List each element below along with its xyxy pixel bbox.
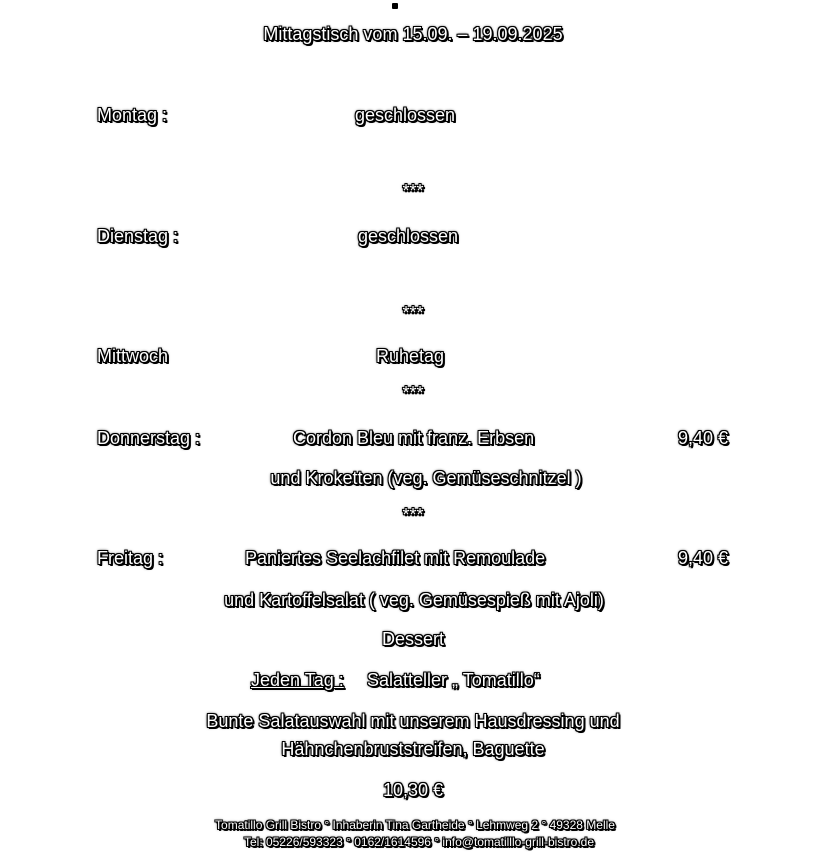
dish-donnerstag: Cordon Bleu mit franz. Erbsen [293,428,535,448]
dish-donnerstag-line2: und Kroketten (veg. Gemüseschnitzel ) [270,468,582,488]
day-label-donnerstag: Donnerstag : [97,428,201,448]
dish-freitag-line2: und Kartoffelsalat ( veg. Gemüsespieß mit Ajoli) [224,590,604,610]
dessert-label: Dessert [381,629,445,649]
separator: *** [402,383,424,403]
day-label-montag: Montag : [97,105,168,125]
separator: *** [402,505,424,525]
separator: *** [402,181,424,201]
price-donnerstag: 9,40 € [677,428,728,448]
day-label-freitag: Freitag : [97,548,164,568]
daily-price: 10,30 € [382,780,444,800]
day-label-dienstag: Dienstag : [97,226,179,246]
footer-address: Tomatillo Grill Bistro ° Inhaberin Tina Gartheide ° Lehmweg 2 ° 49328 Melle [215,818,615,832]
dish-mittwoch: Ruhetag [376,346,445,366]
separator: *** [402,303,424,323]
dish-montag: geschlossen [355,105,456,125]
footer-contact: Tel: 05226/593323 ° 0162/1614596 ° info@tomatilllo-grill-bistro.de [244,835,594,849]
daily-description-line2: Hähnchenbruststreifen, Baguette [281,739,545,759]
price-freitag: 9,40 € [677,548,728,568]
dish-freitag: Paniertes Seelachfilet mit Remoulade [245,548,546,568]
daily-dish-name: Salatteller „ Tomatillo“ [367,670,540,690]
daily-label: Jeden Tag : [251,670,344,690]
day-label-mittwoch: Mittwoch [97,346,169,366]
dish-dienstag: geschlossen [358,226,459,246]
bullet-mark [392,3,398,9]
daily-description-line1: Bunte Salatauswahl mit unserem Hausdressing und [206,711,620,731]
menu-title: Mittagstisch vom 15.09. – 19.09.2025 [263,24,563,44]
